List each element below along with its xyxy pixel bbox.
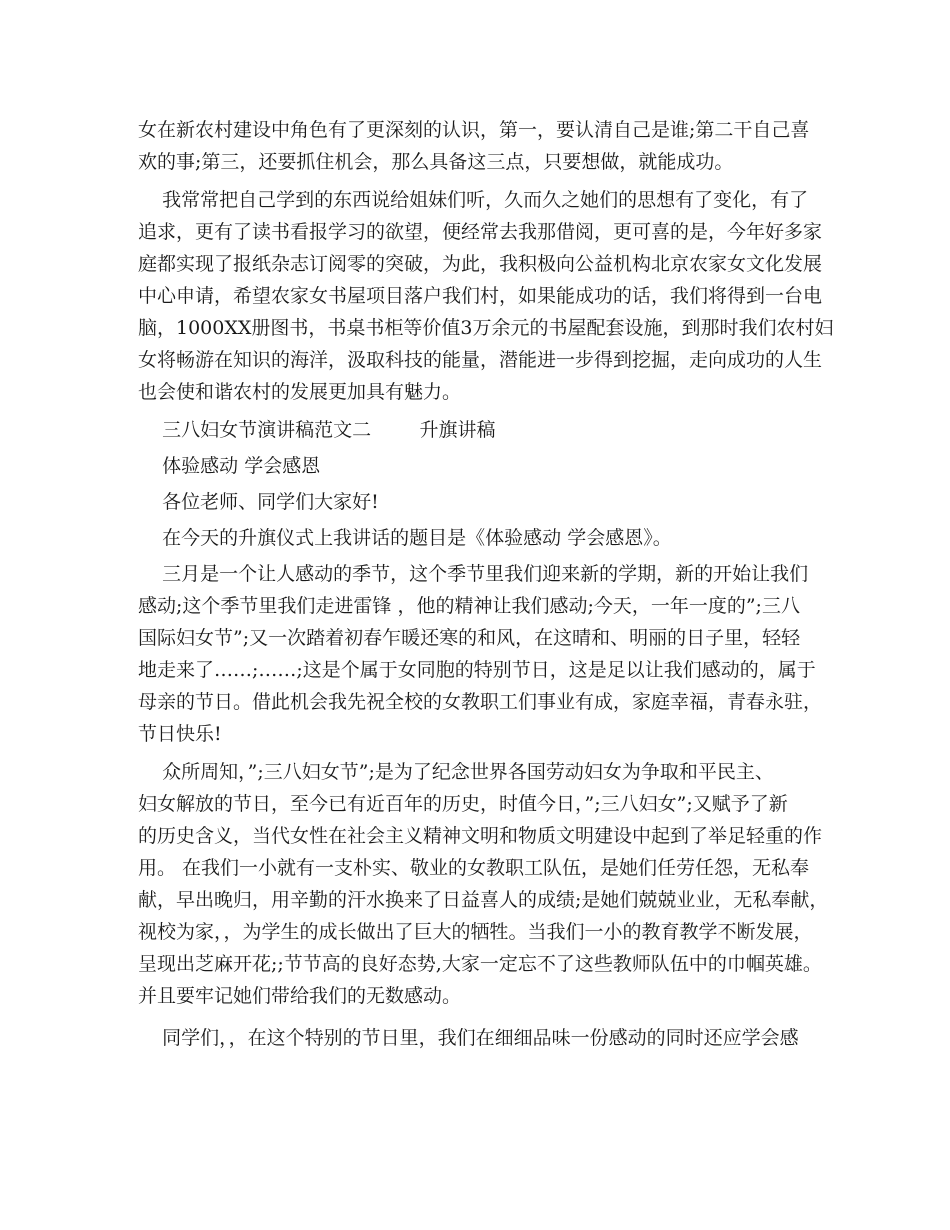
text-line: 女在新农村建设中角色有了更深刻的认识，第一，要认清自己是谁;第二干自己喜 [138, 119, 810, 141]
text-line: 庭都实现了报纸杂志订阅零的突破，为此，我积极向公益机构北京农家女文化发展 [138, 253, 823, 275]
paragraph [138, 522, 828, 554]
text-line: 母亲的节日。借此机会我先祝全校的女教职工们事业有成，家庭幸福，青春永驻， [138, 691, 823, 713]
paragraph [138, 114, 828, 178]
paragraph [138, 756, 828, 1012]
text-line: 在今天的升旗仪式上我讲话的题目是《体验感动 学会感恩》。 [138, 527, 672, 549]
text-line: 同学们，，在这个特别的节日里，我们在细细品味一份感动的同时还应学会感 [138, 1027, 799, 1049]
text-line: 追求，更有了读书看报学习的欲望，便经常去我那借阅，更可喜的是，今年好多家 [138, 221, 823, 243]
text-line: 献，早出晚归，用辛勤的汗水换来了日益喜人的成绩;是她们兢兢业业，无私奉献， [138, 889, 829, 911]
paragraph [138, 558, 828, 750]
text-line: 国际妇女节”;又一次踏着初春乍暖还寒的和风，在这晴和、明丽的日子里，轻轻 [138, 627, 801, 649]
paragraph [138, 450, 828, 482]
text-line: 三月是一个让人感动的季节，这个季节里我们迎来新的学期，新的开始让我们 [138, 563, 809, 585]
text-line: 众所周知，”;三八妇女节”;是为了纪念世界各国劳动妇女为争取和平民主、 [138, 761, 774, 783]
text-line: 体验感动 学会感恩 [138, 455, 321, 477]
text-line: 脑，1000XX册图书，书桌书柜等价值3万余元的书屋配套设施，到那时我们农村妇 [138, 317, 834, 339]
text-line: 妇女解放的节日，至今已有近百年的历史，时值今日，”;三八妇女”;又赋予了新 [138, 793, 788, 815]
text-line: 用。 在我们一小就有一支朴实、敬业的女教职工队伍，是她们任劳任怨，无私奉 [138, 857, 810, 879]
text-line: 各位老师、同学们大家好! [138, 491, 379, 513]
paragraph [138, 414, 828, 446]
text-line: 地走来了……;……;这是个属于女同胞的特别节日，这是足以让我们感动的，属于 [138, 659, 816, 681]
document-body [138, 114, 834, 1054]
paragraph [138, 1022, 828, 1054]
paragraph [138, 184, 834, 408]
text-line: 也会使和谐农村的发展更加具有魅力。 [138, 381, 462, 403]
text-line: 欢的事;第三，还要抓住机会，那么具备这三点，只要想做，就能成功。 [138, 151, 734, 173]
text-line: 并且要牢记她们带给我们的无数感动。 [138, 985, 462, 1007]
text-line: 中心申请，希望农家女书屋项目落户我们村，如果能成功的话，我们将得到一台电 [138, 285, 823, 307]
text-line: 女将畅游在知识的海洋，汲取科技的能量，潜能进一步得到挖掘，走向成功的人生 [138, 349, 823, 371]
text-line: 视校为家，，为学生的成长做出了巨大的牺牲。当我们一小的教育教学不断发展， [138, 921, 813, 943]
text-line: 呈现出芝麻开花;;节节高的良好态势,大家一定忘不了这些教师队伍中的巾帼英雄。 [138, 953, 822, 975]
paragraph [138, 486, 828, 518]
text-line: 感动;这个季节里我们走进雷锋 ，他的精神让我们感动;今天，一年一度的”;三八 [138, 595, 800, 617]
text-line: 节日快乐! [138, 723, 222, 745]
text-line: 的历史含义，当代女性在社会主义精神文明和物质文明建设中起到了举足轻重的作 [138, 825, 823, 847]
text-line: 我常常把自己学到的东西说给姐妹们听，久而久之她们的思想有了变化，有了 [138, 189, 809, 211]
text-line: 三八妇女节演讲稿范文二 升旗讲稿 [138, 419, 496, 441]
